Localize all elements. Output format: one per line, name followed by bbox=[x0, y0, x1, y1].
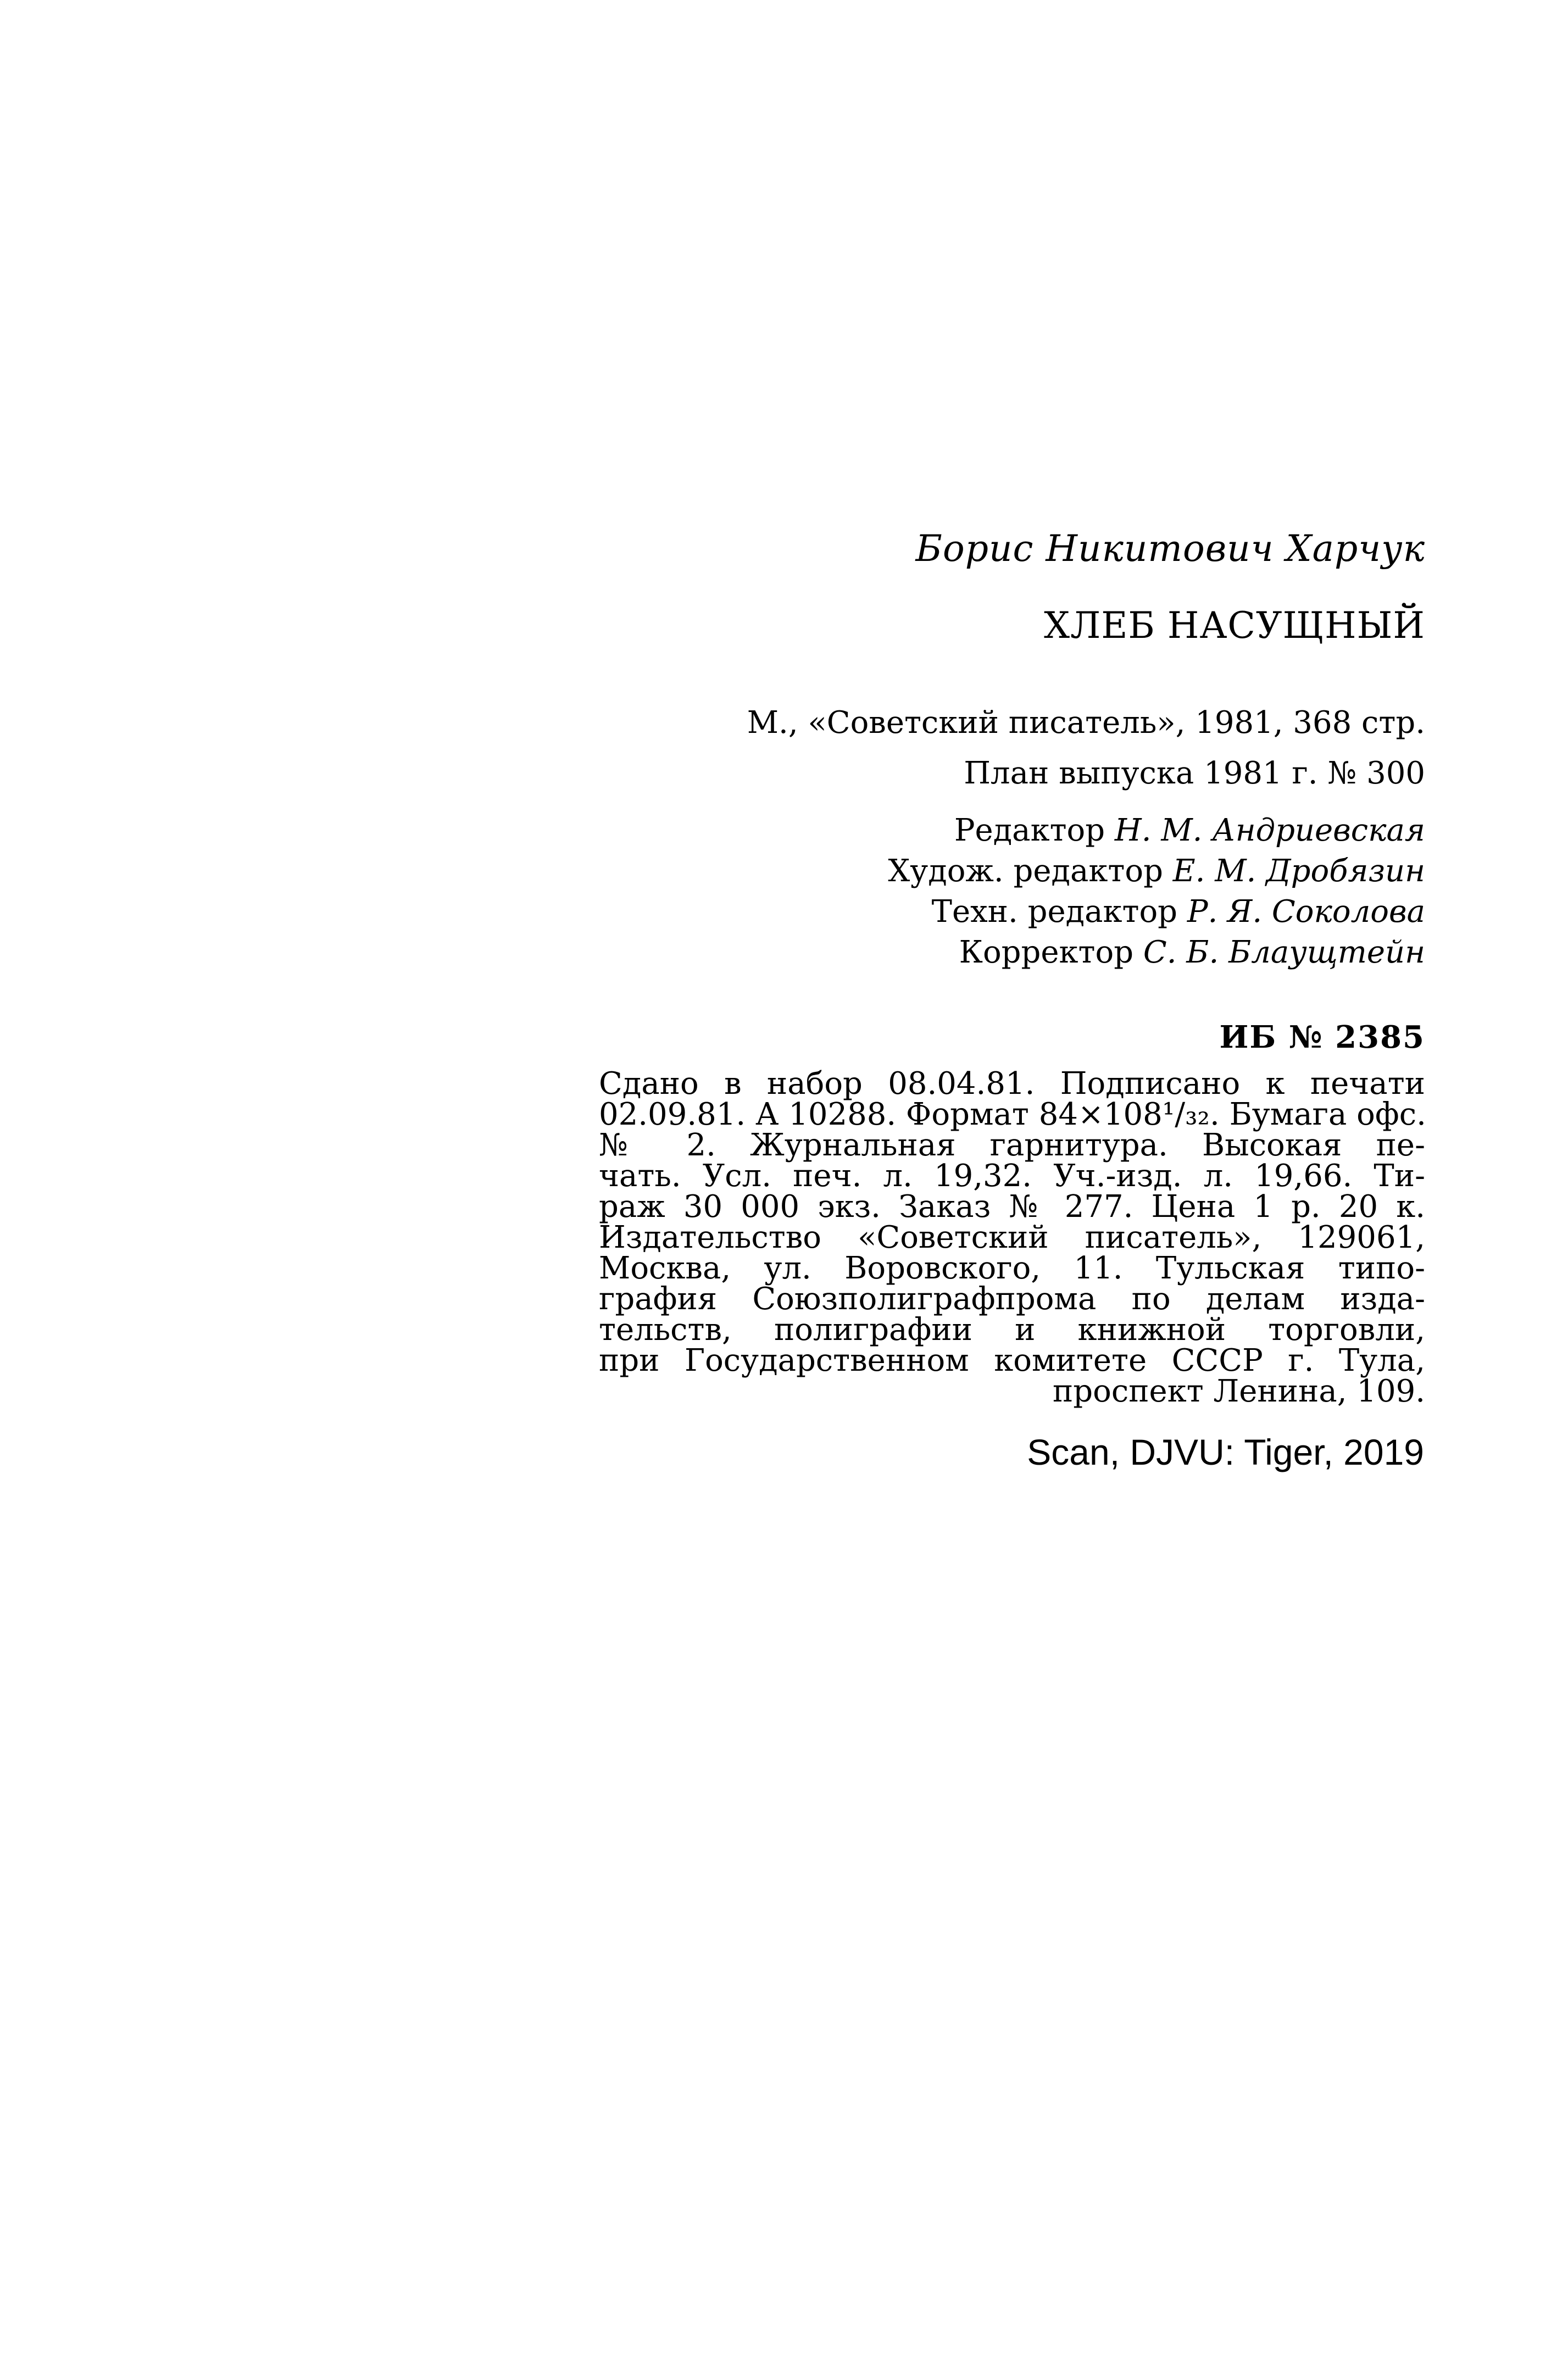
staff-role: Редактор bbox=[954, 813, 1115, 848]
imprint-line: при Государственном комитете СССР г. Тула, bbox=[599, 1343, 1425, 1378]
imprint-line: Издательство «Советский писатель», 129061, bbox=[599, 1220, 1425, 1255]
staff-tech-editor bbox=[888, 892, 1425, 932]
imprint-line: Сдано в набор 08.04.81. Подписано к печати bbox=[599, 1066, 1425, 1102]
ib-number: ИБ № 2385 bbox=[1219, 1019, 1425, 1055]
release-plan-line: План выпуска 1981 г. № 300 bbox=[964, 755, 1425, 791]
staff-role: Техн. редактор bbox=[931, 894, 1187, 930]
staff-proofreader bbox=[888, 932, 1425, 973]
staff-editor bbox=[888, 810, 1425, 851]
staff-art-editor bbox=[888, 851, 1425, 892]
imprint-line: тельств, полиграфии и книжной торговли, bbox=[599, 1312, 1425, 1348]
imprint-line: чать. Усл. печ. л. 19,32. Уч.-изд. л. 19,66. Ти- bbox=[599, 1158, 1425, 1194]
staff-name: Р. Я. Соколова bbox=[1187, 894, 1425, 930]
staff-name: Е. М. Дробязин bbox=[1172, 853, 1425, 889]
imprint-line: раж 30 000 экз. Заказ № 277. Цена 1 р. 20 к. bbox=[599, 1189, 1425, 1225]
imprint-line: проспект Ленина, 109. bbox=[1052, 1373, 1425, 1409]
imprint-line: Москва, ул. Воровского, 11. Тульская типо- bbox=[599, 1250, 1425, 1286]
publisher-line: М., «Советский писатель», 1981, 368 стр. bbox=[747, 705, 1425, 741]
author-name: Борис Никитович Харчук bbox=[915, 527, 1425, 570]
imprint-paragraph bbox=[599, 1066, 1426, 1409]
book-title: ХЛЕБ НАСУЩНЫЙ bbox=[1044, 604, 1425, 647]
publication-info bbox=[747, 698, 1425, 799]
staff-name: Н. М. Андриевская bbox=[1114, 813, 1425, 848]
staff-role: Худож. редактор bbox=[888, 853, 1173, 889]
scan-credit: Scan, DJVU: Tiger, 2019 bbox=[1027, 1432, 1424, 1472]
staff-role: Корректор bbox=[959, 935, 1143, 970]
editorial-staff bbox=[888, 810, 1425, 973]
imprint-line: графия Союзполиграфпрома по делам изда- bbox=[599, 1281, 1425, 1317]
imprint-line: № 2. Журнальная гарнитура. Высокая пе- bbox=[599, 1127, 1425, 1163]
imprint-line: 02.09.81. А 10288. Формат 84×108¹/₃₂. Бумага офс. bbox=[599, 1097, 1426, 1132]
staff-name: С. Б. Блаущтейн bbox=[1143, 935, 1425, 970]
